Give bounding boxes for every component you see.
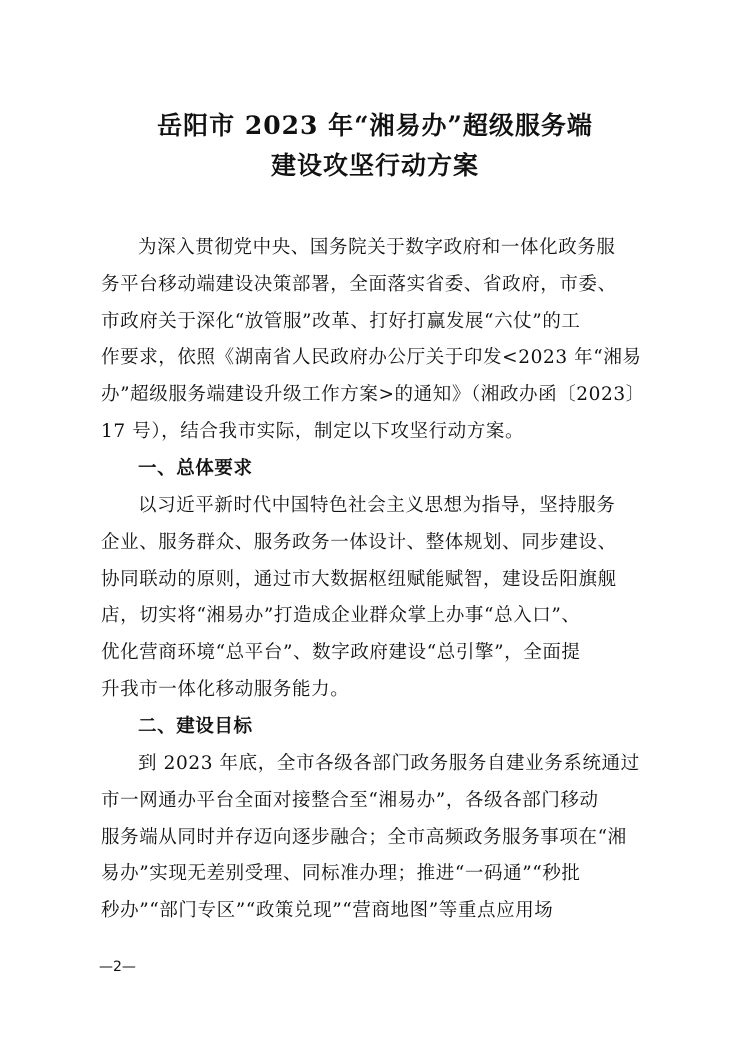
paragraph-line: 优化营商环境“总平台”、数字政府建设“总引擎”，全面提: [101, 642, 581, 664]
paragraph-line: 到 2023 年底，全市各级各部门政务服务自建业务系统通过: [138, 753, 640, 774]
page-number: —2—: [99, 959, 136, 975]
general-requirements-paragraph: [101, 488, 661, 709]
paragraph-line: 协同联动的原则，通过市大数据枢纽赋能赋智，建设岳阳旗舰: [101, 568, 617, 590]
paragraph-line: 店，切实将“湘易办”打造成企业群众掌上办事“总入口”、: [101, 605, 581, 627]
construction-goals-paragraph: [101, 746, 661, 930]
paragraph-line: 升我市一体化移动服务能力。: [101, 678, 350, 700]
paragraph-line: 市一网通办平台全面对接整合至“湘易办”，各级各部门移动: [101, 789, 599, 811]
paragraph-line: 17 号），结合我市实际，制定以下攻坚行动方案。: [101, 420, 525, 442]
section-heading-general-requirements: 一、总体要求: [138, 458, 253, 479]
section-heading-construction-goals: 二、建设目标: [138, 716, 253, 737]
document-title-line-1: 岳阳市 2023 年“湘易办”超级服务端: [157, 111, 593, 140]
paragraph-line: 服务端从同时并存迈向逐步融合；全市高频政务服务事项在“湘: [101, 826, 627, 848]
paragraph-line: 办”超级服务端建设升级工作方案>的通知》（湘政办函〔2023〕: [101, 384, 645, 406]
paragraph-line: 为深入贯彻党中央、国务院关于数字政府和一体化政务服: [138, 237, 616, 258]
paragraph-line: 市政府关于深化“放管服”改革、打好打赢发展“六仗”的工: [101, 310, 581, 332]
paragraph-line: 以习近平新时代中国特色社会主义思想为指导，坚持服务: [138, 495, 616, 516]
paragraph-line: 易办”实现无差别受理、同标准办理；推进“一码通”“秒批: [101, 863, 581, 885]
paragraph-line: 务平台移动端建设决策部署，全面落实省委、省政府，市委、: [101, 273, 617, 295]
document-title-line-2: 建设攻坚行动方案: [270, 151, 479, 180]
intro-paragraph: [101, 230, 661, 451]
paragraph-line: 作要求，依照《湖南省人民政府办公厅关于印发<2023 年“湘易: [101, 347, 642, 369]
paragraph-line: 秒办”“部门专区”“政策兑现”“营商地图”等重点应用场: [101, 900, 554, 922]
paragraph-line: 企业、服务群众、服务政务一体设计、整体规划、同步建设、: [101, 531, 617, 553]
